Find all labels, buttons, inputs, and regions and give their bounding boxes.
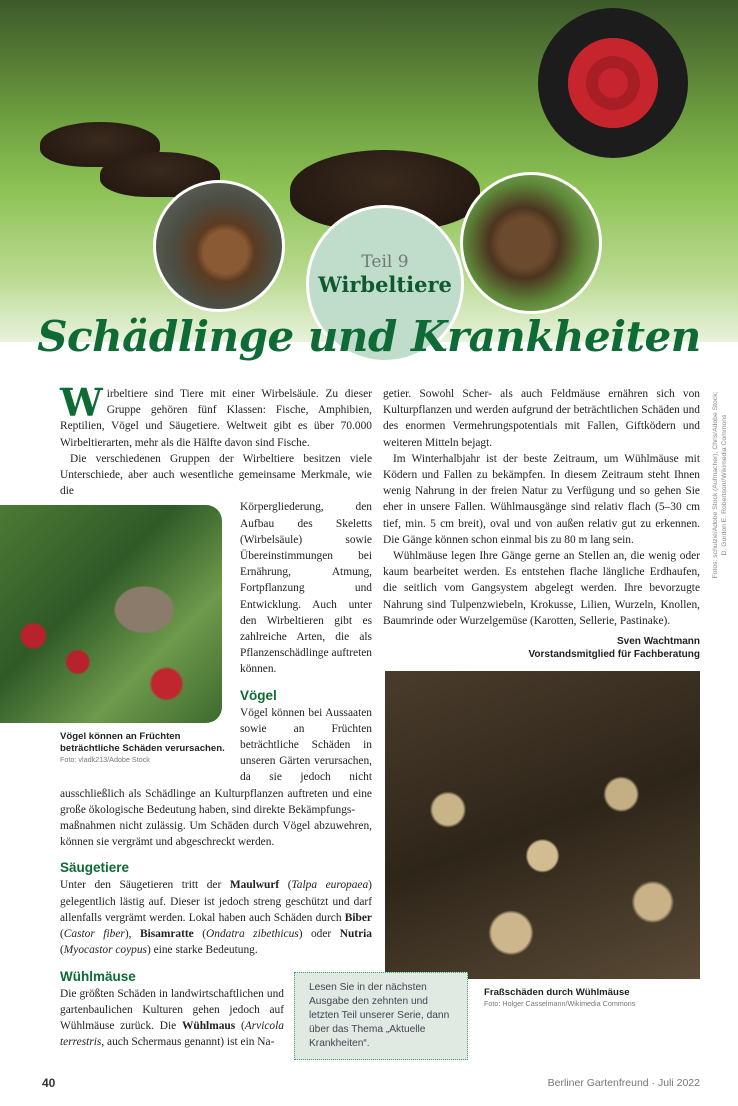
- credit-line: Fotos: schulzie/Adobe Stock (Aufmacher), Chris/Adobe Stock;: [712, 391, 719, 579]
- page-number: 40: [42, 1076, 56, 1090]
- latin-name: Myocastor coypus: [63, 944, 147, 957]
- wheelbarrow-wheel: [538, 8, 688, 158]
- heading-saeugetiere: Säugetiere: [60, 860, 130, 876]
- bold-term: Wühlmaus: [182, 1019, 236, 1032]
- text-segment: , auch Schermaus genannt) ist ein Na-: [101, 1036, 275, 1049]
- vole-photo: [460, 172, 602, 314]
- text-segment: (: [235, 1019, 245, 1032]
- section-wuehlmaeuse: [60, 968, 450, 1051]
- latin-name: Talpa europaea: [291, 879, 369, 892]
- text-segment: Die größten Schäden in landwirtschaftlichen und gartenbaulichen Kulturen gehen jedoch auf Wühlmäuse zurück. Die: [60, 987, 284, 1032]
- latin-name: Castor fiber: [63, 928, 125, 941]
- author-role: Vorstandsmitglied für Fachberatung: [528, 649, 700, 661]
- next-issue-box: Lesen Sie in der nächsten Ausgabe den zehnten und letzten Teil unserer Serie, dann über das Thema „Aktuelle Krankheiten“.: [294, 972, 468, 1060]
- series-part: Teil 9: [361, 252, 409, 272]
- latin-name: Arvicola terrestris: [60, 1019, 284, 1049]
- paragraph: Wühlmäuse legen Ihre Gänge gerne an Stellen an, die wenig oder kaum bearbeitet werden. Es entstehen flache längliche Erdhaufen, die seitlich vom Gangsystem abgelegt werden. Ihre bevorzugte Nahrung sind Tulpenzwiebeln, Krokusse, Lilien, Wurzeln, Knollen, Baumrinde oder Wurzelgemüse (Karotten, Sellerie, Pastinake).: [383, 550, 700, 627]
- text-segment: (: [60, 944, 64, 957]
- heading-voegel: Vögel: [240, 687, 277, 703]
- saeugetiere-text: [60, 877, 372, 958]
- page-title: Schädlinge und Krankheiten: [37, 312, 701, 361]
- bold-term: Maulwurf: [229, 879, 280, 892]
- dropcap: W: [60, 380, 103, 425]
- caption-credit: Foto: vladk213/Adobe Stock: [60, 755, 150, 765]
- text-segment: (: [279, 879, 292, 892]
- text-segment: ) oder: [298, 928, 340, 941]
- vole-damage-photo: [385, 671, 700, 979]
- text-segment: ),: [124, 928, 140, 941]
- intro-paragraph-1: [60, 380, 372, 451]
- section-saeugetiere: [60, 859, 372, 958]
- caption-text: Fraßschäden durch Wühlmäuse: [484, 987, 630, 999]
- paragraph: getier. Sowohl Scher- als auch Feldmäuse ernähren sich von Kulturpflanzen und werden aufgrund der beträchtlichen Schäden und des enormen Vermehrungspotentials mit Fallen, Giftködern und weiteren Mitteln bejagt.: [383, 388, 700, 449]
- intro-paragraph-2a: Die verschiedenen Gruppen der Wirbeltiere besitzen viele Unterschiede, aber auch wesentliche gemeinsame Merkmale, wie die: [60, 452, 372, 498]
- credit-line: D. Gordon E. Robertson//Wikimedia Commons: [721, 414, 728, 556]
- caption-credit: Foto: Holger Casselmann/Wikimedia Commons: [484, 999, 636, 1009]
- latin-name: Ondatra zibethicus: [206, 928, 299, 941]
- paragraph: Im Winterhalbjahr ist der beste Zeitraum, um Wühlmäuse mit Ködern und Fallen zu bekämpfen. In diesem Zeitraum steht Ihnen wenig Nahrung in der freien Natur zu Verfügung und so gehen Sie eher in unsere Fallen. Wühlmausgänge sind relativ flach (5–30 cm tief, min. 5 cm breit), oval und von außen relativ gut zu erkennen. Die Gänge können schon einmal bis zu 80 m lang sein.: [383, 452, 700, 546]
- heading-wuehlmaeuse: Wühlmäuse: [60, 968, 136, 984]
- right-column: [383, 386, 700, 1009]
- text-segment: (: [60, 928, 64, 941]
- bold-term: Bisamratte: [139, 928, 194, 941]
- voegel-text-continued: maßnahmen nicht zulässig. Um Schäden durch Vögel abzuwehren, können sie vergrämt und abgeschreckt werden.: [60, 820, 372, 849]
- voegel-text: Vögel können bei Aussaaten sowie an Früchten beträchtliche Schäden in unseren Gärten verursachen, da sie jedoch nicht ausschließlich als Schädlinge an Kulturpflanzen auftreten und eine große ökologische Bedeutung haben, sind direkte Bekämpfungs-: [60, 706, 372, 816]
- bird-figure: [60, 505, 232, 765]
- bold-term: Nutria: [339, 928, 372, 941]
- left-column: [60, 380, 450, 1064]
- sparrow-cherries-photo: [0, 505, 222, 723]
- caption-text: Vögel können an Früchten beträchtliche Schäden verursachen.: [60, 731, 225, 755]
- bold-term: Biber: [344, 911, 372, 924]
- text-segment: ) gelegentlich lästig auf. Dieser ist jedoch streng geschützt und darf allenfalls vergrämt werden. Lokal haben auch Schäden durch: [60, 879, 372, 924]
- photo-credits: [706, 390, 734, 580]
- text-segment: (: [193, 928, 207, 941]
- muskrat-photo: [153, 180, 285, 312]
- series-topic: Wirbeltiere: [318, 272, 452, 297]
- author-name: Sven Wachtmann: [617, 636, 700, 648]
- publication-info: Berliner Gartenfreund · Juli 2022: [547, 1077, 700, 1089]
- intro-paragraph: irbeltiere sind Tiere mit einer Wirbelsäule. Zu dieser Gruppe gehören fünf Klassen: Fische, Amphibien, Reptilien, Vögel und Säugetiere. Weltweit gibt es über 70.000 Wirbeltierarten, mehr als die Hälfte davon sind Fische.: [60, 388, 372, 449]
- bird-photo-caption: [60, 731, 232, 765]
- text-segment: ) eine starke Bedeutung.: [147, 944, 258, 957]
- author-block: [383, 635, 700, 661]
- text-segment: Unter den Säugetieren tritt der: [60, 879, 230, 892]
- intro-paragraph-2b: Körpergliederung, den Aufbau des Skeletts (Wirbelsäule) sowie Übereinstimmungen bei Ernährung, Atmung, Fortpflanzung und Entwicklung. Auch unter den Wirbeltieren gibt es zahlreiche Arten, die als Pflanzenschädlinge auftreten können.: [240, 501, 372, 676]
- damage-photo-caption: [484, 987, 700, 1009]
